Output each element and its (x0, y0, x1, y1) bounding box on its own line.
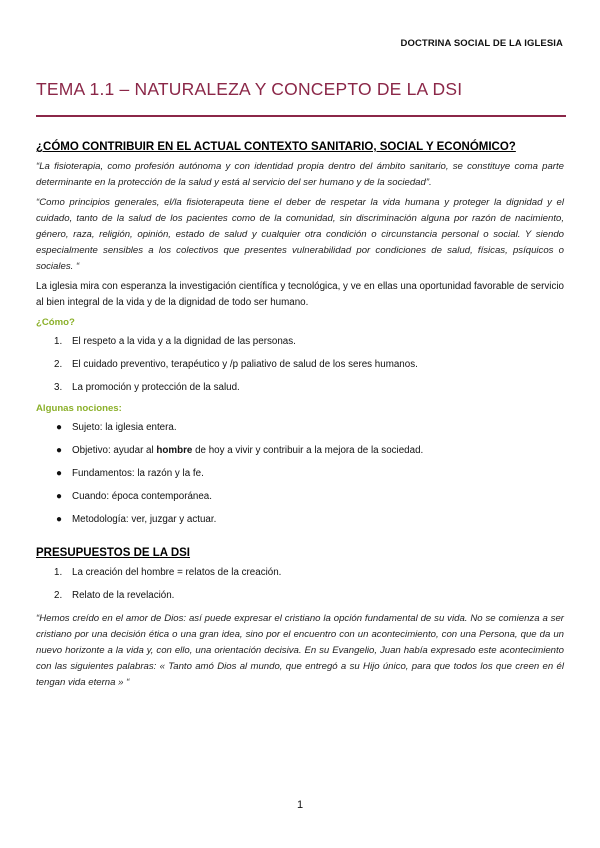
list-item: 2. El cuidado preventivo, terapéutico y /p paliativo de salud de los seres humanos. (54, 359, 418, 370)
quote-amor-de-dios: “Hemos creído en el amor de Dios: así puede expresar el cristiano la opción fundamental de su vida. No se comienza a ser cristiano por una decisión ética o una gran idea, sino por el encuentro con un acontecimiento, con una Persona, que da un nuevo horizonte a la vida y, con ello, una orientación decisiva. En su Evangelio, Juan había expresado este acontecimiento con las siguientes palabras: « Tanto amó Dios al mundo, que entregó a su Hijo único, para que todos los que creen en él tengan vida eterna » “ (36, 613, 564, 688)
bullet-icon: ● (56, 468, 63, 479)
bullet-icon: ● (56, 422, 63, 433)
quote-principios-generales: “Como principios generales, el/la fisioterapeuta tiene el deber de respetar la vida humana y proteger la dignidad y el cuidado, tanto de la salud de los pacientes como de la comunidad, sin discriminación alguna por razón de nacimiento, género, raza, religión, opinión, estado de salud y cualquier otra condición o circunstancia personal o social. Y siendo especialmente sensibles a los colectivos que presentes vulnerabilidad por condiciones de salud, físicas, psíquicos o sociales. “ (36, 197, 564, 272)
list-item: ● Fundamentos: la razón y la fe. (36, 466, 564, 482)
como-list (36, 334, 564, 396)
list-item: 1. El respeto a la vida y a la dignidad de las personas. (54, 336, 296, 347)
nociones-list (36, 420, 564, 528)
list-item: ● Sujeto: la iglesia entera. (36, 420, 564, 436)
section-heading-contexto: ¿CÓMO CONTRIBUIR EN EL ACTUAL CONTEXTO SANITARIO, SOCIAL Y ECONÓMICO? (36, 141, 516, 153)
page-content (36, 141, 564, 695)
como-label: ¿Cómo? (36, 317, 75, 328)
list-item: ● Cuando: época contemporánea. (36, 489, 564, 505)
section-heading-presupuestos: PRESUPUESTOS DE LA DSI (36, 547, 191, 559)
page-number: 1 (296, 799, 304, 811)
bullet-icon: ● (56, 514, 63, 525)
presupuestos-list (36, 565, 564, 604)
list-item: 1. La creación del hombre = relatos de la creación. (54, 567, 282, 578)
list-item: 3. La promoción y protección de la salud. (54, 382, 240, 393)
bullet-icon: ● (56, 445, 63, 456)
running-header: DOCTRINA SOCIAL DE LA IGLESIA (400, 38, 563, 49)
paragraph-iglesia: La iglesia mira con esperanza la investigación científica y tecnológica, y ve en ellas una oportunidad favorable de servicio al bien integral de la vida y de la dignidad de todo ser humano. (36, 281, 564, 308)
bullet-icon: ● (56, 491, 63, 502)
title-divider (36, 115, 566, 117)
quote-fisioterapia: “La fisioterapia, como profesión autónoma y con identidad propia dentro del ámbito sanitario, se constituye coma parte determinante en la protección de la salud y está al servicio del ser humano y de la sociedad”. (36, 161, 564, 188)
nociones-label: Algunas nociones: (36, 403, 122, 414)
list-item: 2. Relato de la revelación. (54, 590, 175, 601)
list-item: ● Objetivo: ayudar al hombre de hoy a vivir y contribuir a la mejora de la sociedad. (36, 443, 564, 459)
list-item: ● Metodología: ver, juzgar y actuar. (36, 512, 564, 528)
page-title: TEMA 1.1 – NATURALEZA Y CONCEPTO DE LA DSI (36, 79, 463, 99)
